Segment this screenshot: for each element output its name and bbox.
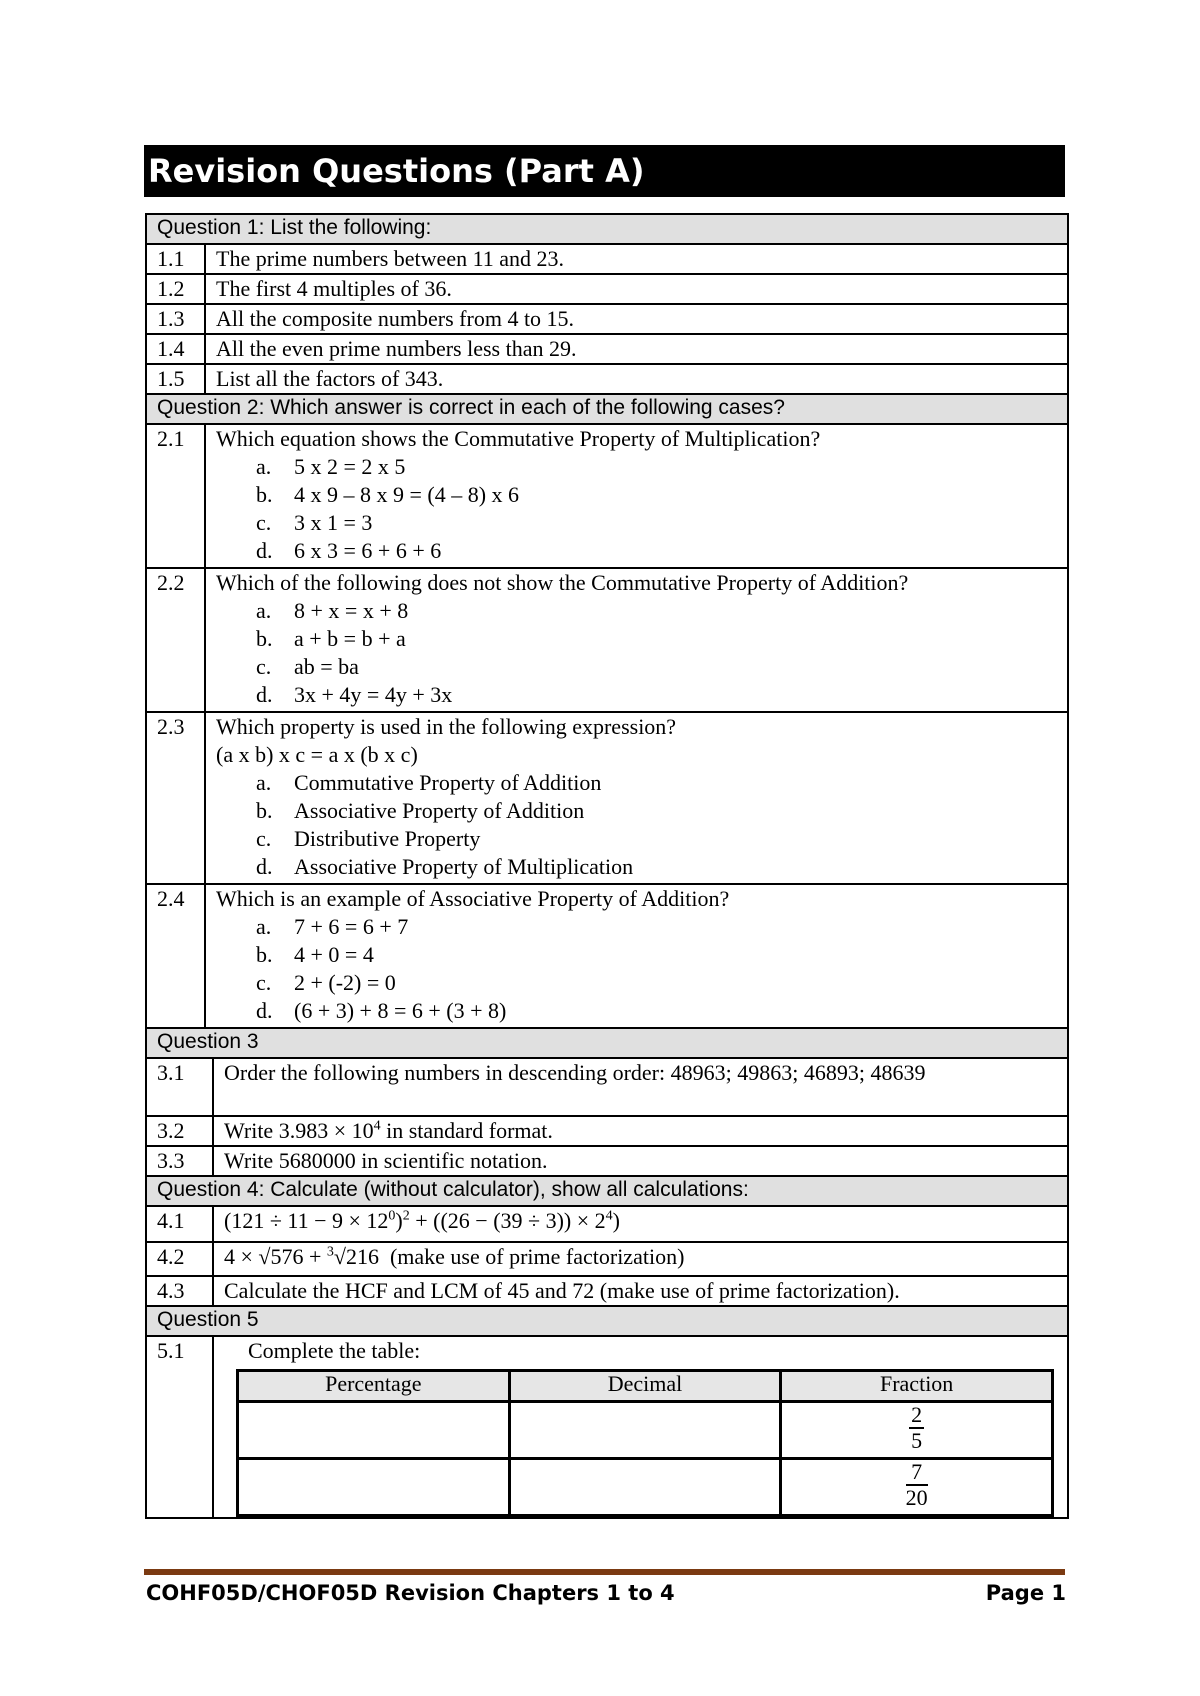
- footer-page-number: Page 1: [985, 1581, 1066, 1605]
- option: [216, 825, 1067, 853]
- fraction-denominator: 5: [911, 1428, 923, 1453]
- option-letter: c.: [256, 826, 272, 851]
- question-number: 4.1: [146, 1206, 213, 1242]
- question-number: 5.1: [146, 1336, 213, 1518]
- expr-part: √216: [333, 1244, 379, 1269]
- question-number: 1.3: [146, 304, 205, 334]
- option-letter: d.: [256, 538, 273, 563]
- option: [216, 853, 1067, 881]
- column-header: Fraction: [781, 1371, 1053, 1402]
- question-text: List all the factors of 343.: [205, 364, 1068, 394]
- question-row: [146, 244, 1068, 274]
- option-letter: b.: [256, 482, 273, 507]
- question-number: 2.3: [146, 712, 205, 884]
- percentage-cell[interactable]: [238, 1459, 510, 1516]
- question-cell: [205, 568, 1068, 712]
- question-text: All the even prime numbers less than 29.: [205, 334, 1068, 364]
- decimal-cell[interactable]: [509, 1402, 781, 1459]
- option: [216, 681, 1067, 709]
- question-1-header: Question 1: List the following:: [146, 214, 1068, 244]
- text-part: in standard format.: [380, 1118, 553, 1143]
- question-row: [146, 568, 1068, 712]
- footer-divider: [144, 1569, 1065, 1575]
- option-letter: a.: [256, 454, 272, 479]
- column-header: Percentage: [238, 1371, 510, 1402]
- question-row: [146, 1242, 1068, 1276]
- question-text: Which of the following does not show the Commutative Property of Addition?: [216, 570, 909, 595]
- question-row: [146, 1276, 1068, 1306]
- question-row: [146, 1146, 1068, 1176]
- question-number: 1.2: [146, 274, 205, 304]
- text-part: Write 3.983 × 10: [224, 1118, 374, 1143]
- fraction-numerator: 2: [911, 1402, 923, 1427]
- question-text: All the composite numbers from 4 to 15.: [205, 304, 1068, 334]
- question-row: [146, 1336, 1068, 1518]
- question-text: The prime numbers between 11 and 23.: [205, 244, 1068, 274]
- expr-part: ): [612, 1208, 620, 1233]
- question-row: [146, 1116, 1068, 1146]
- question-row: [146, 274, 1068, 304]
- exponent: 2: [402, 1208, 410, 1224]
- question-text: Complete the table:: [248, 1338, 421, 1363]
- question-number: 3.3: [146, 1146, 213, 1176]
- question-row: [146, 304, 1068, 334]
- question-row: [146, 1058, 1068, 1116]
- option-letter: c.: [256, 654, 272, 679]
- option-text: 6 x 3 = 6 + 6 + 6: [294, 538, 442, 563]
- table-row: [238, 1402, 1053, 1459]
- root-index: 3: [326, 1244, 334, 1260]
- expr-note: (make use of prime factorization): [378, 1244, 685, 1269]
- question-text: Which property is used in the following expression?: [216, 714, 677, 739]
- question-text: Write 5680000 in scientific notation.: [213, 1146, 1068, 1176]
- question-text: Order the following numbers in descending order: 48963; 49863; 46893; 48639: [213, 1058, 1068, 1116]
- exponent: 4: [373, 1118, 381, 1134]
- option: [216, 453, 1067, 481]
- question-row: [146, 712, 1068, 884]
- option-letter: d.: [256, 998, 273, 1023]
- question-cell: [205, 712, 1068, 884]
- question-5-header: Question 5: [146, 1306, 1068, 1336]
- question-row: [146, 884, 1068, 1028]
- fraction-cell: [781, 1459, 1053, 1516]
- question-row: [146, 364, 1068, 394]
- expr-part: 4 × √576 +: [224, 1244, 327, 1269]
- question-number: 3.1: [146, 1058, 213, 1116]
- option-text: a + b = b + a: [294, 626, 406, 651]
- option: [216, 769, 1067, 797]
- fraction-cell: [781, 1402, 1053, 1459]
- option-letter: c.: [256, 510, 272, 535]
- option-text: ab = ba: [294, 654, 359, 679]
- option-text: Associative Property of Multiplication: [294, 854, 634, 879]
- option-letter: b.: [256, 798, 273, 823]
- question-number: 2.2: [146, 568, 205, 712]
- option: [216, 941, 1067, 969]
- fraction-denominator: 20: [905, 1485, 928, 1510]
- option-text: Commutative Property of Addition: [294, 770, 602, 795]
- question-number: 4.3: [146, 1276, 213, 1306]
- option-text: 3x + 4y = 4y + 3x: [294, 682, 453, 707]
- fraction: [906, 1460, 928, 1510]
- option: [216, 969, 1067, 997]
- question-number: 1.1: [146, 244, 205, 274]
- question-2-header: Question 2: Which answer is correct in each of the following cases?: [146, 394, 1068, 424]
- option-letter: a.: [256, 914, 272, 939]
- questions-table: [145, 213, 1069, 1519]
- option-letter: a.: [256, 598, 272, 623]
- exponent: 4: [605, 1208, 613, 1224]
- option-letter: c.: [256, 970, 272, 995]
- fraction-numerator: 7: [906, 1460, 928, 1486]
- option-letter: a.: [256, 770, 272, 795]
- math-expression: [213, 1206, 1068, 1242]
- page-title: Revision Questions (Part A): [148, 152, 645, 190]
- option-text: 4 + 0 = 4: [294, 942, 374, 967]
- option: [216, 913, 1067, 941]
- question-text: The first 4 multiples of 36.: [205, 274, 1068, 304]
- option-letter: b.: [256, 626, 273, 651]
- question-number: 3.2: [146, 1116, 213, 1146]
- option: [216, 481, 1067, 509]
- column-header: Decimal: [509, 1371, 781, 1402]
- option-text: 3 x 1 = 3: [294, 510, 373, 535]
- decimal-cell[interactable]: [509, 1459, 781, 1516]
- option-text: 2 + (-2) = 0: [294, 970, 396, 995]
- conversion-table: [236, 1369, 1054, 1517]
- percentage-cell[interactable]: [238, 1402, 510, 1459]
- table-row: [238, 1459, 1053, 1516]
- question-3-header: Question 3: [146, 1028, 1068, 1058]
- expression: (a x b) x c = a x (b x c): [216, 742, 418, 767]
- option: [216, 625, 1067, 653]
- exponent: 0: [388, 1208, 396, 1224]
- question-text: Calculate the HCF and LCM of 45 and 72 (make use of prime factorization).: [213, 1276, 1068, 1306]
- question-number: 2.4: [146, 884, 205, 1028]
- math-expression: [213, 1242, 1068, 1276]
- option-letter: d.: [256, 854, 273, 879]
- question-text: Which equation shows the Commutative Property of Multiplication?: [216, 426, 821, 451]
- question-text: Which is an example of Associative Property of Addition?: [216, 886, 730, 911]
- option-text: (6 + 3) + 8 = 6 + (3 + 8): [294, 998, 507, 1023]
- option: [216, 509, 1067, 537]
- option: [216, 997, 1067, 1025]
- option: [216, 797, 1067, 825]
- option-text: Distributive Property: [294, 826, 481, 851]
- option: [216, 597, 1067, 625]
- option-text: Associative Property of Addition: [294, 798, 585, 823]
- option-letter: b.: [256, 942, 273, 967]
- question-cell: [205, 424, 1068, 568]
- option: [216, 537, 1067, 565]
- question-number: 2.1: [146, 424, 205, 568]
- question-number: 4.2: [146, 1242, 213, 1276]
- option-text: 7 + 6 = 6 + 7: [294, 914, 409, 939]
- question-row: [146, 424, 1068, 568]
- footer-course-code: COHF05D/CHOF05D Revision Chapters 1 to 4: [146, 1581, 675, 1605]
- option-text: 8 + x = x + 8: [294, 598, 409, 623]
- fraction: [909, 1403, 924, 1453]
- question-cell: [205, 884, 1068, 1028]
- title-banner: [144, 145, 1065, 197]
- question-row: [146, 1206, 1068, 1242]
- question-number: 1.4: [146, 334, 205, 364]
- question-cell: [213, 1116, 1068, 1146]
- expr-part: (121 ÷ 11 − 9 × 12: [224, 1208, 389, 1233]
- option-text: 5 x 2 = 2 x 5: [294, 454, 406, 479]
- question-4-header: Question 4: Calculate (without calculator), show all calculations:: [146, 1176, 1068, 1206]
- option-text: 4 x 9 – 8 x 9 = (4 – 8) x 6: [294, 482, 520, 507]
- expr-part: ): [395, 1208, 403, 1233]
- option-letter: d.: [256, 682, 273, 707]
- expr-part: + ((26 − (39 ÷ 3)) × 2: [409, 1208, 606, 1233]
- option: [216, 653, 1067, 681]
- question-row: [146, 334, 1068, 364]
- question-number: 1.5: [146, 364, 205, 394]
- question-cell: [213, 1336, 1068, 1518]
